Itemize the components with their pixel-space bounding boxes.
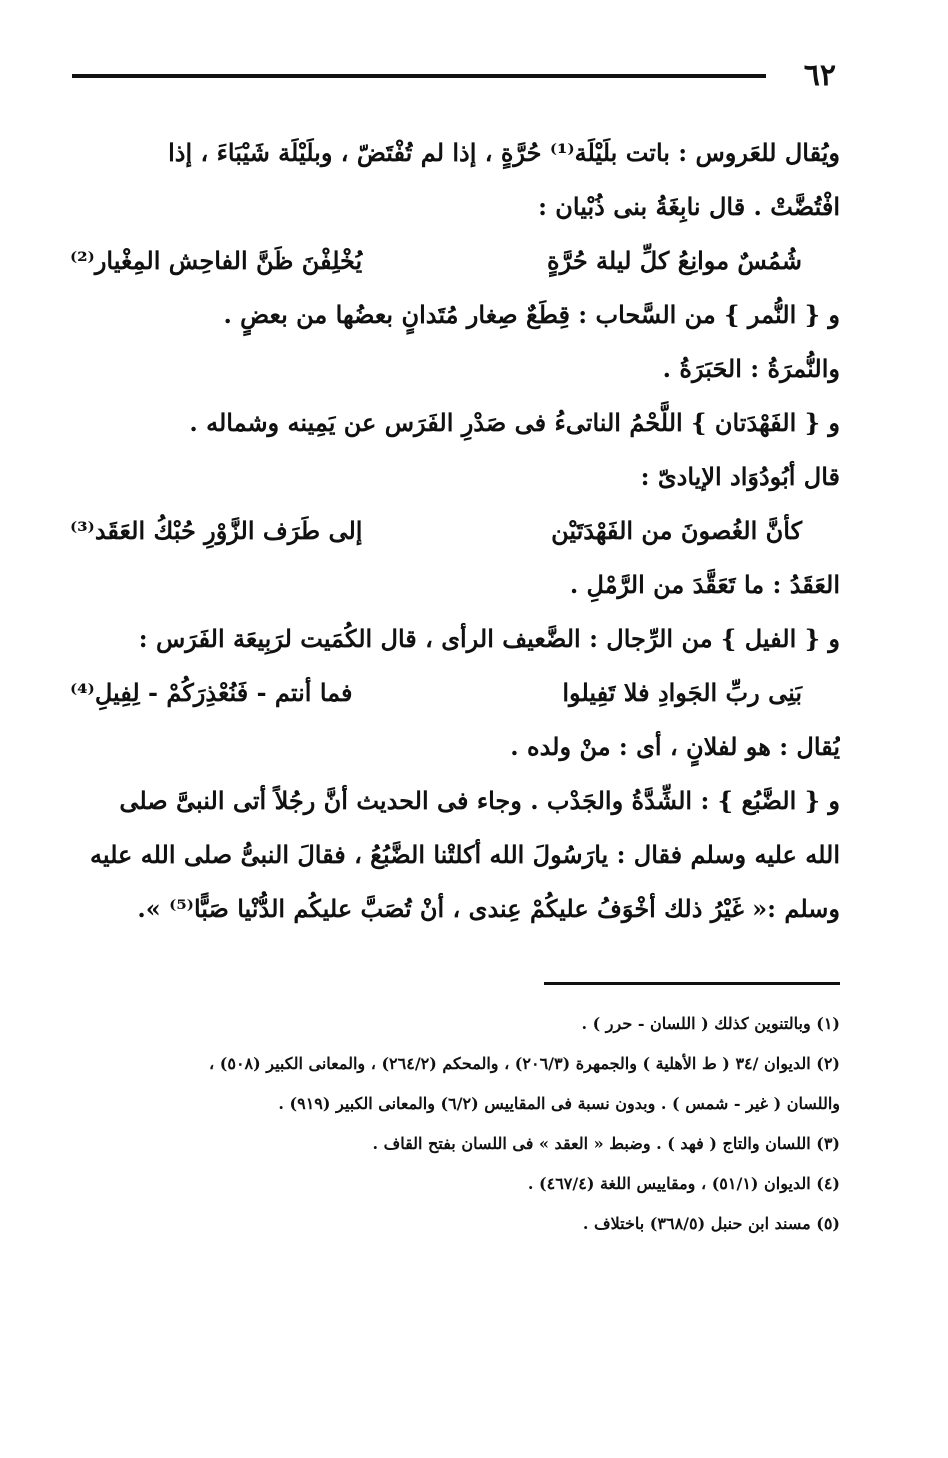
verse-first-hemistich: شُمُسٌ موانِعُ كلِّ ليلة حُرَّةٍ xyxy=(547,246,802,275)
text-line: و { النُّمر } من السَّحاب : قِطَعٌ صِغار مُتَدانٍ بعضُها من بعضٍ . xyxy=(223,300,840,329)
text-line: قال أبُودُوَاد الإيادىّ : xyxy=(640,462,840,491)
footnote-continuation: واللسان ( غير - شمس ) . وبدون نسبة فى المقاييس (٦/٢) والمعانى الكبير (٩١٩) . xyxy=(278,1094,840,1113)
verse-second-hemistich: يُخْلِفْنَ ظَنَّ الفاحِش المِغْيار⁽²⁾ xyxy=(70,246,363,275)
verse-first-hemistich: بَنِى ربِّ الجَوادِ فلا تَفِيلوا xyxy=(562,678,802,707)
footnote: (٣) اللسان والتاج ( فهد ) . وضبط « العقد » فى اللسان بفتح القاف . xyxy=(372,1134,840,1153)
text-line: الله عليه وسلم فقال : يارَسُولَ الله أكلتْنا الضَّبُعُ ، فقالَ النبىُّ صلى الله عليه xyxy=(89,840,840,869)
verse-line xyxy=(70,234,840,288)
text-line: و { الفيل } من الرِّجال : الضَّعيف الرأى ، قال الكُمَيت لرَبِيعَة الفَرَس : xyxy=(138,624,840,653)
text-line: العَقَدُ : ما تَعَقَّدَ من الرَّمْلِ . xyxy=(569,570,840,599)
page-number: ٦٢ xyxy=(803,58,836,93)
verse-line xyxy=(70,666,840,720)
verse-second-hemistich: إلى طَرَف الزَّوْرِ حُبْكُ العَقَد⁽³⁾ xyxy=(70,516,363,545)
footnote: (١) وبالتنوين كذلك ( اللسان - حرر ) . xyxy=(581,1014,840,1033)
text-line: و { الضَّبُع } : الشِّدَّةُ والجَدْب . وجاء فى الحديث أنَّ رجُلاً أتى النبىَّ صلى xyxy=(119,786,840,815)
footnote: (٢) الديوان /٣٤ ( ط الأهلية ) والجمهرة (٢٠٦/٣) ، والمحكم (٢٦٤/٢) ، والمعانى الكبير (٥٠٨) ، xyxy=(209,1054,840,1073)
text-line: والنُّمرَةُ : الحَبَرَةُ . xyxy=(662,354,840,383)
header-rule xyxy=(72,74,766,78)
footnote-separator xyxy=(544,982,840,985)
main-text xyxy=(70,126,840,936)
text-line: يُقال : هو لفلانٍ ، أى : منْ ولده . xyxy=(510,732,840,761)
verse-first-hemistich: كأنَّ الغُصونَ من الفَهْدَتَيْن xyxy=(551,516,802,545)
footnotes xyxy=(70,1004,840,1244)
footnote: (٥) مسند ابن حنبل (٣٦٨/٥) باختلاف . xyxy=(582,1214,840,1233)
verse-second-hemistich: فما أنتم - فَنُعْذِرَكُمْ - لِفِيلِ⁽⁴⁾ xyxy=(70,678,353,707)
text-line: وسلم :« غَيْرُ ذلك أخْوَفُ عليكُمْ عِندى ، أنْ تُصَبَّ عليكُم الدُّنْيا صَبًّا⁽⁵⁾ ». xyxy=(137,894,840,923)
footnote: (٤) الديوان (٥١/١) ، ومقاييس اللغة (٤٦٧/٤) . xyxy=(527,1174,840,1193)
verse-line xyxy=(70,504,840,558)
text-line: و { الفَهْدَتان } اللَّحْمُ الناتىءُ فى صَدْرِ الفَرَس عن يَمِينه وشماله . xyxy=(189,408,840,437)
text-line: ويُقال للعَروس : باتت بلَيْلَة⁽¹⁾ حُرَّةٍ ، إذا لم تُفْتَضّ ، وبلَيْلَة شَيْبَاءَ ، إذا xyxy=(168,138,840,167)
text-line: افْتُضَّتْ . قال نابِغَةُ بنى ذُبْيان : xyxy=(538,192,840,221)
